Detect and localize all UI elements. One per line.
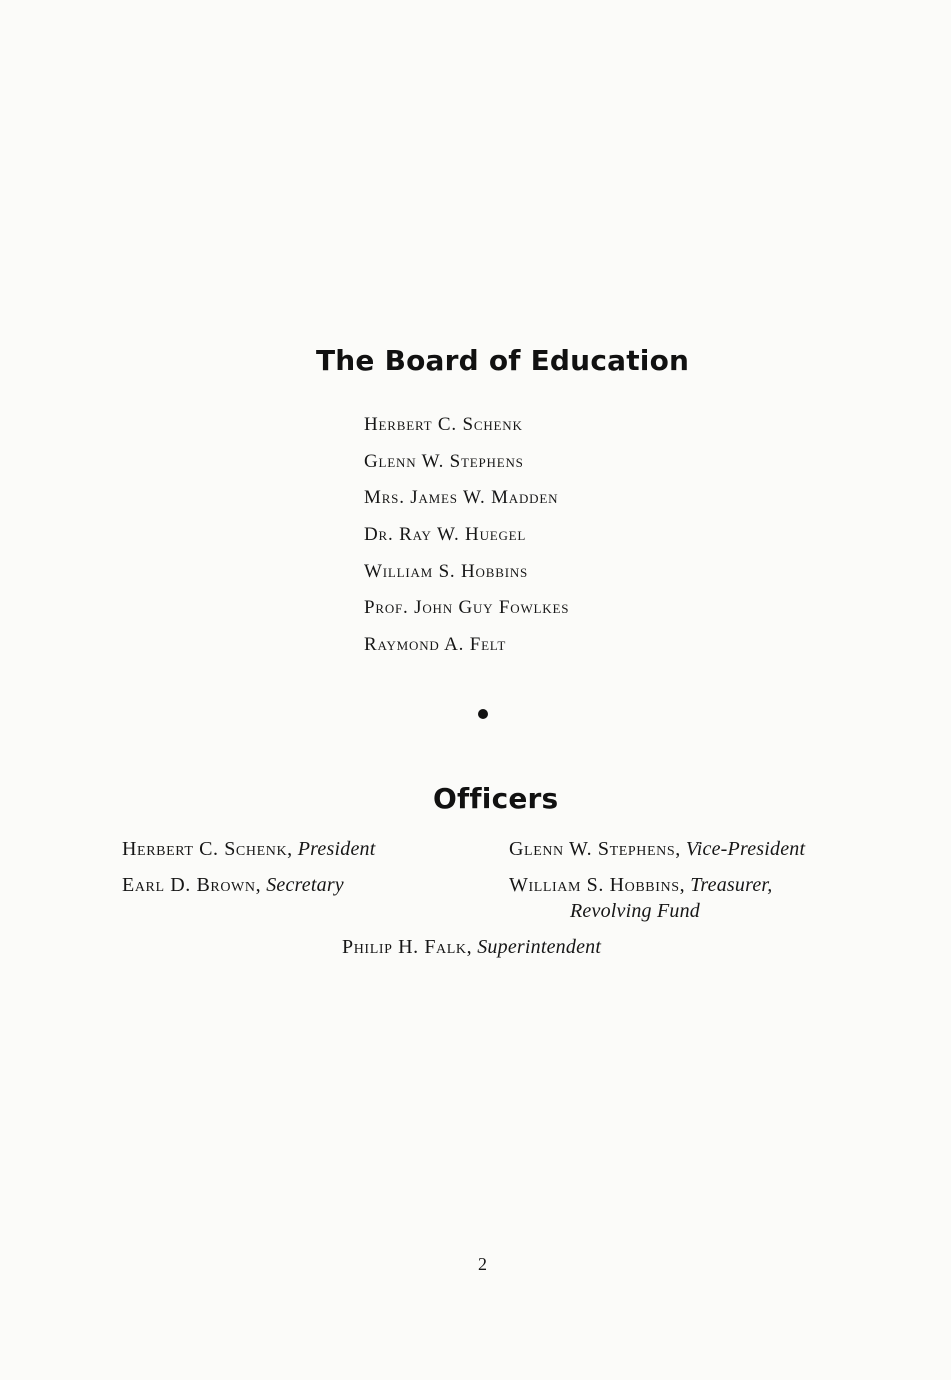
- officer-role-continuation: Revolving Fund: [570, 900, 700, 922]
- board-member: William S. Hobbins: [364, 560, 529, 582]
- officer-name: Earl D. Brown,: [122, 874, 262, 896]
- officer-name: Glenn W. Stephens,: [509, 838, 681, 860]
- officer-name: Herbert C. Schenk,: [122, 838, 293, 860]
- officer-treasurer: [509, 874, 772, 897]
- officer-president: [122, 838, 375, 861]
- board-member: Prof. John Guy Fowlkes: [364, 597, 570, 619]
- page-number: 2: [478, 1254, 487, 1274]
- board-member-list: [364, 414, 569, 671]
- section-divider-bullet: [478, 709, 488, 719]
- officer-name: Philip H. Falk,: [342, 936, 473, 958]
- officer-superintendent: [342, 936, 601, 959]
- board-member: Dr. Ray W. Huegel: [364, 524, 527, 546]
- officer-role: Superintendent: [477, 936, 602, 958]
- board-heading: The Board of Education: [316, 344, 690, 377]
- officer-vice-president: [509, 838, 805, 861]
- board-member: Raymond A. Felt: [364, 634, 507, 656]
- officers-heading: Officers: [433, 782, 559, 815]
- officer-role: Vice-President: [685, 838, 806, 860]
- officer-secretary: [122, 874, 344, 897]
- board-member: Mrs. James W. Madden: [364, 487, 559, 509]
- officer-role: President: [297, 838, 376, 860]
- officer-role: Secretary: [266, 874, 344, 896]
- officer-role: Treasurer,: [690, 874, 773, 896]
- board-member: Glenn W. Stephens: [364, 450, 524, 472]
- board-member: Herbert C. Schenk: [364, 414, 523, 435]
- officer-name: William S. Hobbins,: [509, 874, 686, 896]
